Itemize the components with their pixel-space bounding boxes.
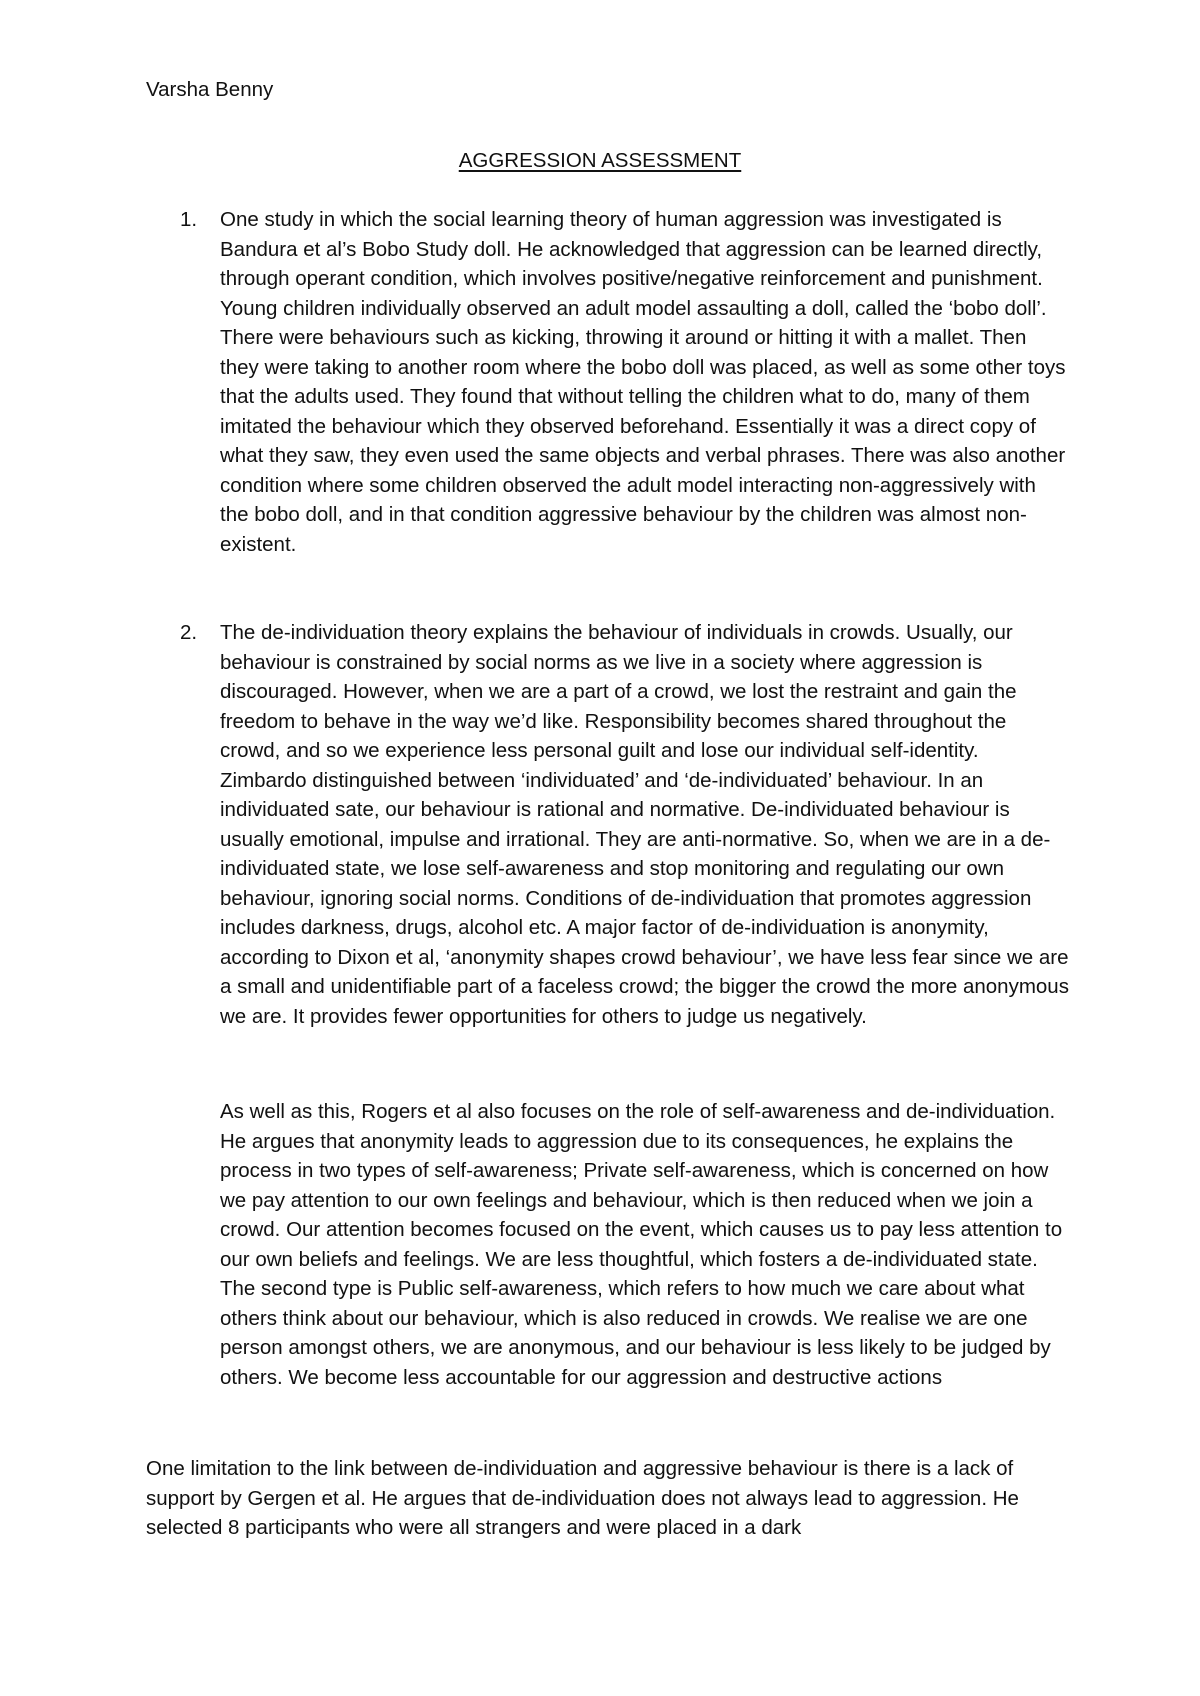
document-title: AGGRESSION ASSESSMENT — [458, 149, 742, 172]
list-item-2-continuation: As well as this, Rogers et al also focuses on the role of self-awareness and de-individuation. He argues that anonymity leads to aggression due to its consequences, he explains the process in two types of self-awareness; Private self-awareness, which is concerned on how we pay attention to our own feelings and behaviour, which is then reduced when we join a crowd. Our attention becomes focused on the event, which causes us to pay less attention to our own beliefs and feelings. We are less thoughtful, which fosters a de-individuated state. The second type is Public self-awareness, which refers to how much we care about what others think about our behaviour, which is also reduced in crowds. We realise we are one person amongst others, we are anonymous, and our behaviour is less likely to be judged by others. We become less accountable for our aggression and destructive actions — [220, 1100, 1063, 1389]
list-item-2 — [180, 618, 1070, 1031]
list-item-number: 2. — [180, 621, 198, 644]
list-item-text: One study in which the social learning theory of human aggression was investigated is Bandura et al’s Bobo Study doll. He acknowledged that aggression can be learned directly, through operant condition, which involves positive/negative reinforcement and punishment. Young children individually observed an adult model assaulting a doll, called the ‘bobo doll’. There were behaviours such as kicking, throwing it around or hitting it with a mallet. Then they were taking to another room where the bobo doll was placed, as well as some other toys that the adults used. They found that without telling the children what to do, many of them imitated the behaviour which they observed beforehand. Essentially it was a direct copy of what they saw, they even used the same objects and verbal phrases. There was also another condition where some children observed the adult model interacting non-aggressively with the bobo doll, and in that condition aggressive behaviour by the children was almost non-existent. — [220, 208, 1066, 556]
list-item-number: 1. — [180, 208, 198, 231]
closing-paragraph: One limitation to the link between de-individuation and aggressive behaviour is there is a lack of support by Gergen et al. He argues that de-individuation does not always lead to aggression. He selected 8 participants who were all strangers and were placed in a dark — [146, 1457, 1019, 1539]
list-item-text: The de-individuation theory explains the behaviour of individuals in crowds. Usually, our behaviour is constrained by social norms as we live in a society where aggression is discouraged. However, when we are a part of a crowd, we lost the restraint and gain the freedom to behave in the way we’d like. Responsibility becomes shared throughout the crowd, and so we experience less personal guilt and lose our individual self-identity. Zimbardo distinguished between ‘individuated’ and ‘de-individuated’ behaviour. In an individuated sate, our behaviour is rational and normative. De-individuated behaviour is usually emotional, impulse and irrational. They are anti-normative. So, when we are in a de-individuated state, we lose self-awareness and stop monitoring and regulating our own behaviour, ignoring social norms. Conditions of de-individuation that promotes aggression includes darkness, drugs, alcohol etc. A major factor of de-individuation is anonymity, according to Dixon et al, ‘anonymity shapes crowd behaviour’, we have less fear since we are a small and unidentifiable part of a faceless crowd; the bigger the crowd the more anonymous we are. It provides fewer opportunities for others to judge us negatively. — [220, 621, 1069, 1028]
list-item-1 — [180, 205, 1070, 559]
author-name: Varsha Benny — [146, 78, 274, 101]
